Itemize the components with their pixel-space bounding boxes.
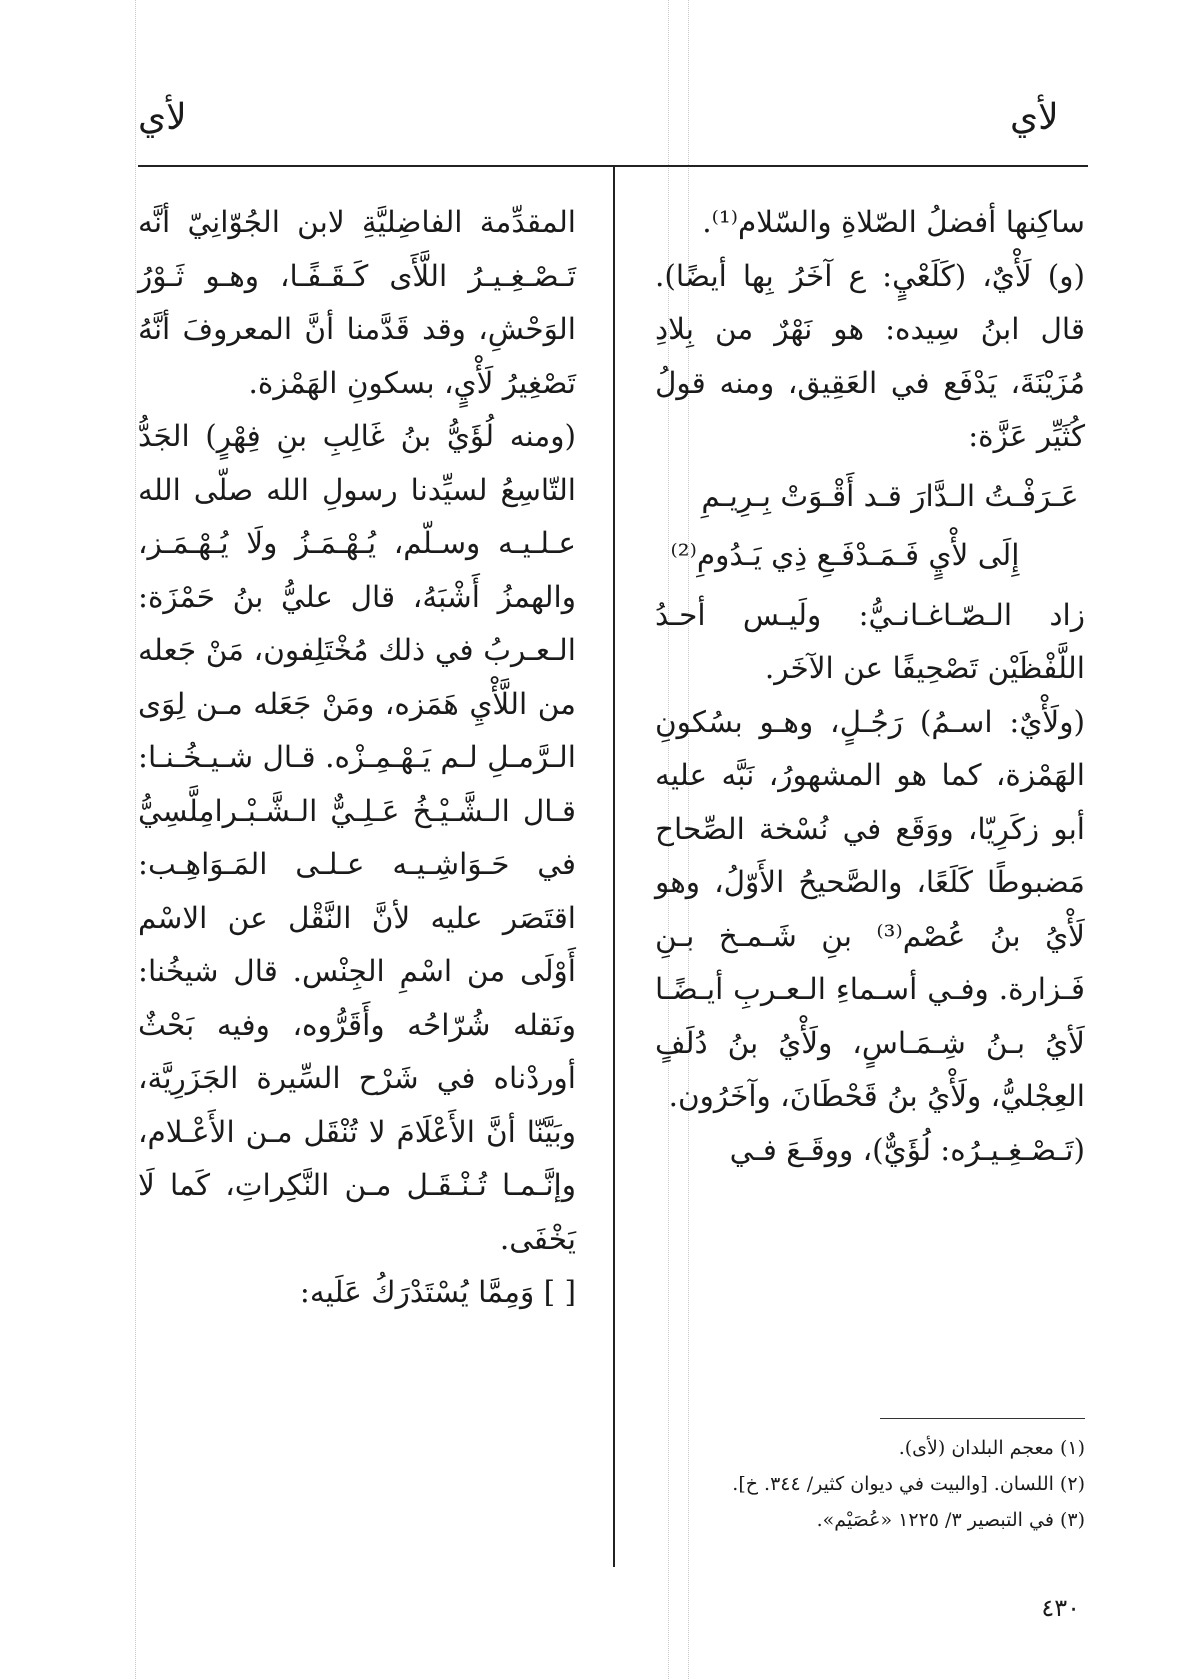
verse-line: إِلَى لأْيٍ فَـمَـدْفَـعِ ذِي يَـدُومِ⁽²⁾ xyxy=(670,538,1020,572)
paragraph: ساكِنها أفضلُ الصّلاةِ والسّلام⁽¹⁾. xyxy=(702,205,1085,239)
footnote: (٢) اللسان. [والبيت في ديوان كثير/ ٣٤٤. خ]. xyxy=(732,1473,1085,1495)
footnote: (٣) في التبصير ٣/ ١٢٢٥ «عُصَيْم». xyxy=(816,1509,1085,1531)
footnotes xyxy=(655,1430,1085,1538)
column-divider xyxy=(613,167,615,1567)
right-column xyxy=(655,196,1085,1177)
verse-line: عَـرَفْـتُ الـدَّارَ قـد أَقْـوَتْ بِـرِيـمِ xyxy=(701,478,1079,513)
paragraph: (ومنه لُؤَيُّ بنُ غَالِبِ بنِ فِهْرٍ) الجَدُّ التّاسِعُ لسيِّدنا رسولِ الله صلّى الله عـلـيـه وسـلّم، يُـهْـمَـزُ ولَا يُـهْـمَـز، والهمزُ أَشْبَهُ، قال عليُّ بنُ حَمْزَة: الـعـربُ في ذلك مُخْتَلِفون، مَنْ جَعله من اللَّأْيِ هَمَزه، ومَنْ جَعَله مـن لِوَى الـرَّمـلِ لـم يَـهْـمِـزْه. قـال شـيـخُـنـا: قـال الـشَّـيْـخُ عَـلِـيٌّ الـشَّـبْـرامِلَّسِيُّ في حَـوَاشِـيـه عـلـى المَـوَاهِـب: اقتَصَر عليه لأنَّ النَّقْل عن الاسْم أَوْلَى من اسْمِ الجِنْس. قال شيخُنا: ونَقله شُرّاحُه وأَقَرُّوه، وفيه بَحْثٌ أوردْناه في شَرْح السِّيرة الجَزَرِيَّة، وبَيَّنّا أنَّ الأَعْلَامَ لا تُنْقَل مـن الأَعْـلام، وإنَّـمـا تُـنْـقَـل مـن النَّكِراتِ، كَما لَا يَخْفَى. xyxy=(138,419,576,1256)
footnote-rule xyxy=(880,1418,1085,1419)
running-head-left: لأي xyxy=(138,97,187,138)
footnote: (١) معجم البلدان (لأى). xyxy=(898,1437,1085,1459)
paragraph: (و) لَأْيٌ، (كَلَعْيٍ: ع آخَرُ بِها أيضًا). قال ابنُ سِيده: هو نَهْرٌ من بِلادِ مُزَيْنَةَ، يَدْفَع في العَقِيق، ومنه قولُ كُثَيِّر عَزَّة: xyxy=(655,258,1085,453)
page-number: ٤٣٠ xyxy=(1041,1594,1080,1622)
paragraph: المقدِّمة الفاضِليَّةِ لابن الجُوّانِيّ أنَّه تَـصْـغِـيـرُ اللَّأَى كَـقَـفًـا، وهـو ثَـوْرُ الوَحْشِ، وقد قَدَّمنا أنَّ المعروفَ أنَّهُ تَصْغِيرُ لَأْيٍ، بسكونِ الهَمْزة. xyxy=(138,205,576,400)
paragraph: (تَـصْـغِـيـرُه: لُؤَيٌّ)، ووقَـعَ فـي xyxy=(729,1132,1085,1167)
left-column xyxy=(138,196,576,1320)
paragraph: (ولَأْيٌ: اسـمُ) رَجُـلٍ، وهـو بسُكونِ الهَمْزة، كما هو المشهورُ، نَبَّه عليه أبو زكَرِيّا، ووَقَع في نُسْخة الصِّحاح مَضبوطًا كَلَعًا، والصَّحيحُ الأَوّلُ، وهو لَأْيُ بنُ عُصْم⁽³⁾ بنِ شَـمـخ بـنِ فَـزارة. وفـي أسـماءِ الـعـربِ أيـضًـا لَأيُ بـنُ شِـمَـاسٍ، ولَأْيُ بنُ دُلَفٍ العِجْليُّ، ولَأْيُ بنُ قَحْطَانَ، وآخَرُون. xyxy=(655,704,1085,1113)
scan-guide-line xyxy=(135,0,136,1679)
paragraph: زاد الـصّـاغـانـيُّ: ولَيـس أحـدُ اللَّفْظَيْن تَصْحِيفًا عن الآخَر. xyxy=(655,597,1085,685)
running-head-right: لأي xyxy=(1010,97,1059,138)
paragraph: [ ] وَمِمَّا يُسْتَدْرَكُ عَلَيه: xyxy=(299,1275,576,1309)
